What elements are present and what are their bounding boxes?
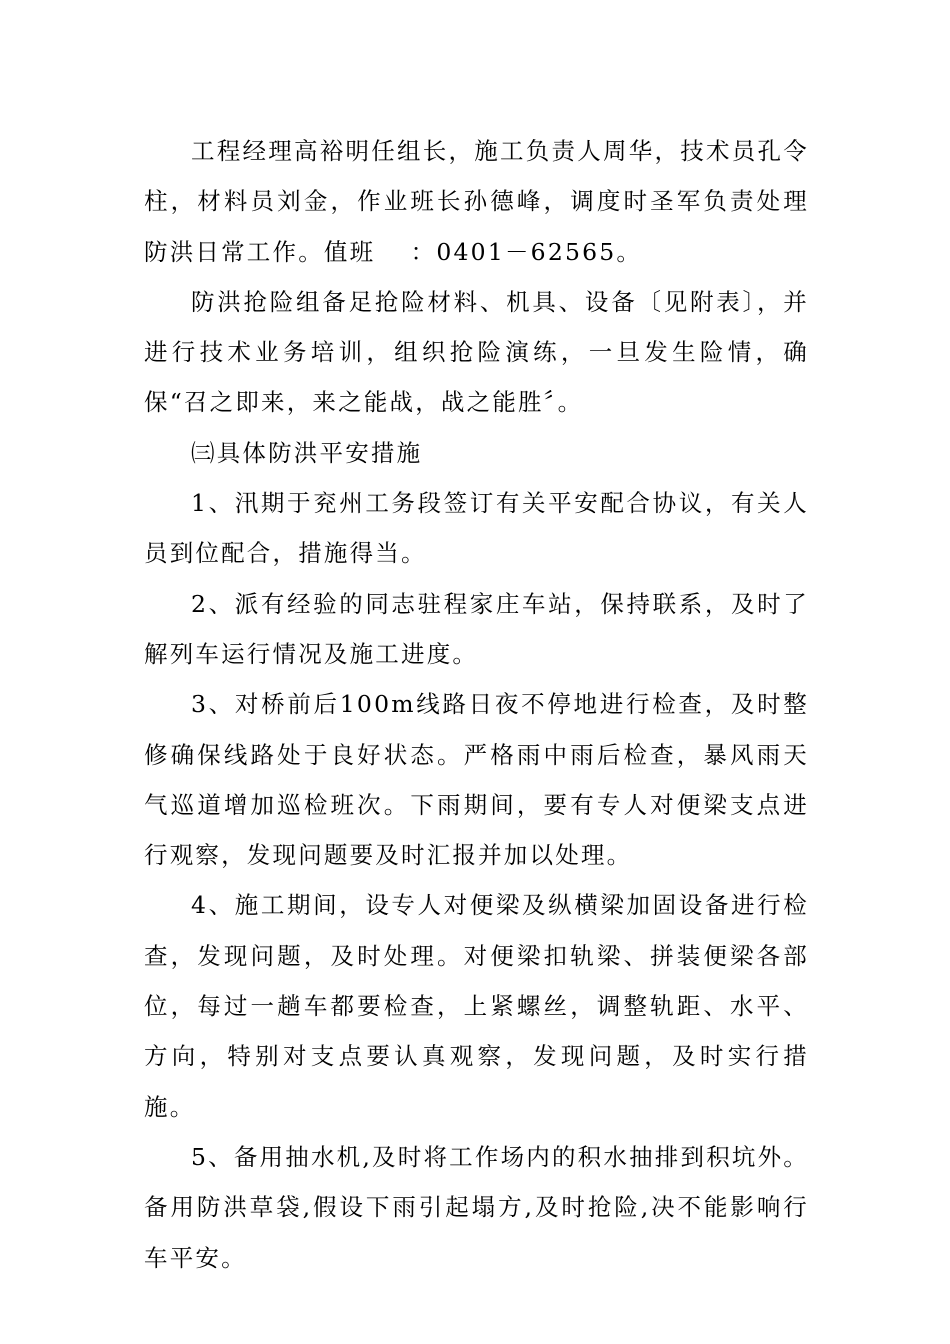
paragraph-rescue-materials: 防洪抢险组备足抢险材料、机具、设备〔见附表〕，并进行技术业务培训，组织抢险演练，一旦发生险情，确保“召之即来，来之能战，战之能胜〞。 [144, 287, 809, 417]
measure-item-1: 1、汛期于兖州工务段签订有关平安配合协议，有关人员到位配合，措施得当。 [144, 489, 809, 568]
measure-item-4: 4、施工期间，设专人对便梁及纵横梁加固设备进行检查，发现问题，及时处理。对便梁扣轨梁、拼装便梁各部位，每过一趟车都要检查，上紧螺丝，调整轨距、水平、方向，特别对支点要认真观察，发现问题，及时实行措施。 [144, 891, 809, 1121]
document-body [144, 126, 809, 1283]
measure-item-3: 3、对桥前后100m线路日夜不停地进行检查，及时整修确保线路处于良好状态。严格雨中雨后检查，暴风雨天气巡道增加巡检班次。下雨期间，要有专人对便梁支点进行观察，发现问题要及时汇报并加以处理。 [144, 690, 809, 870]
paragraph-flood-team-members: 工程经理高裕明任组长，施工负责人周华，技术员孔令柱，材料员刘金，作业班长孙德峰，调度时圣军负责处理防洪日常工作。值班 ：0401－62565。 [144, 137, 809, 266]
measure-item-2: 2、派有经验的同志驻程家庄车站，保持联系，及时了解列车运行情况及施工进度。 [144, 589, 809, 668]
section-heading-safety-measures: ㈢具体防洪平安措施 [191, 438, 423, 467]
measure-item-5: 5、备用抽水机,及时将工作场内的积水抽排到积坑外。备用防洪草袋,假设下雨引起塌方,及时抢险,决不能影响行车平安。 [144, 1142, 809, 1272]
